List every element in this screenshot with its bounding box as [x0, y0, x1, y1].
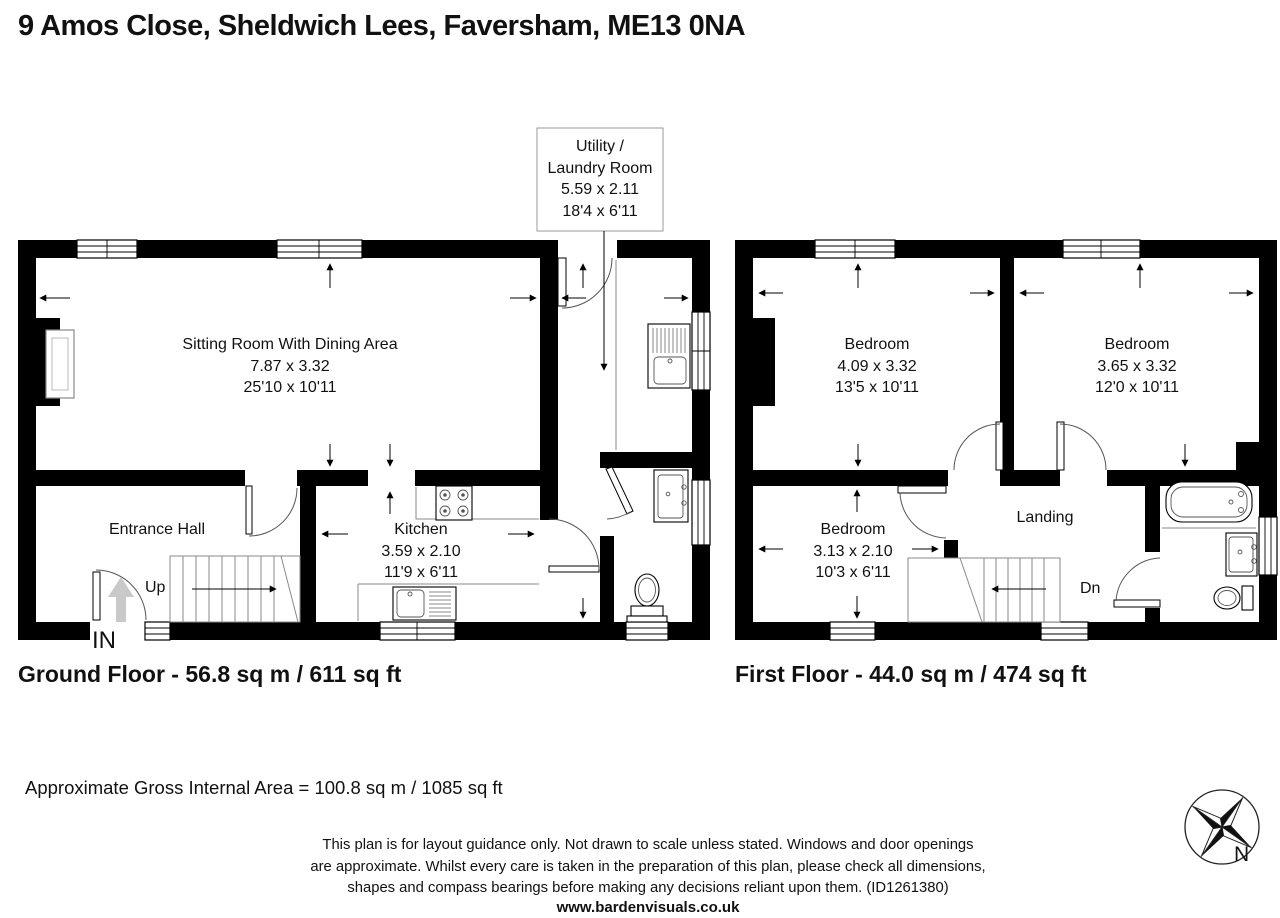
room-size-metric: 3.65 x 3.32 — [1097, 357, 1177, 375]
bath-symbol — [1162, 482, 1256, 528]
room-size-metric: 3.13 x 2.10 — [813, 542, 893, 560]
room-size-imperial: 12'0 x 10'11 — [1094, 379, 1180, 396]
fireplace-symbol — [46, 330, 74, 398]
disclaimer-line: This plan is for layout guidance only. Not drawn to scale unless stated. Windows and door openings — [322, 837, 974, 853]
gross-internal-area: Approximate Gross Internal Area = 100.8 sq m / 1085 sq ft — [25, 777, 503, 798]
room-name: Entrance Hall — [108, 521, 206, 538]
room-size-metric: 4.09 x 3.32 — [837, 357, 917, 375]
disclaimer-line: are approximate. Whilst every care is taken in the preparation of this plan, please check all dimensions, — [310, 858, 986, 875]
wc-toilet-symbol — [627, 574, 667, 622]
room-name: Bedroom — [1104, 336, 1170, 353]
bedroom-2-label — [1095, 334, 1179, 399]
stairs-up-label: Up — [145, 579, 166, 596]
kitchen-label — [381, 519, 460, 584]
room-name: Kitchen — [394, 521, 448, 538]
room-size-imperial: 18'4 x 6'11 — [562, 202, 638, 220]
page-title: 9 Amos Close, Sheldwich Lees, Faversham, ME13 0NA — [18, 10, 746, 42]
room-size-metric: 7.87 x 3.32 — [250, 357, 330, 375]
room-name: Bedroom — [820, 521, 886, 538]
room-name: Utility / — [575, 138, 624, 155]
room-name: Sitting Room With Dining Area — [182, 336, 398, 353]
stairs-down-label: Dn — [1080, 580, 1101, 597]
disclaimer-line: shapes and compass bearings before making any decisions reliant upon them. (ID1261380) — [347, 880, 949, 897]
website-link: www.bardenvisuals.co.uk — [556, 899, 740, 916]
bathroom-toilet-symbol — [1214, 586, 1253, 610]
room-size-imperial: 13'5 x 10'11 — [834, 379, 920, 396]
compass-north-label: N — [1234, 843, 1250, 866]
ground-dimension-arrows — [40, 264, 688, 618]
room-size-imperial: 25'10 x 10'11 — [243, 379, 337, 396]
room-name: Landing — [1016, 509, 1074, 526]
landing-label — [1017, 507, 1074, 529]
staircase-up — [170, 556, 300, 622]
utility-room-label — [548, 136, 653, 222]
ground-floor-caption: Ground Floor - 56.8 sq m / 611 sq ft — [18, 661, 402, 687]
bedroom-3-label — [813, 519, 892, 584]
entrance-in-label: IN — [92, 627, 116, 654]
utility-sink-symbol — [648, 324, 690, 388]
wc-basin-symbol — [654, 470, 688, 522]
hob-symbol — [436, 486, 472, 520]
sitting-room-label — [182, 334, 397, 399]
room-name: Bedroom — [844, 336, 910, 353]
staircase-down — [908, 558, 1060, 622]
room-size-metric: 5.59 x 2.11 — [561, 181, 639, 198]
disclaimer-text — [310, 835, 985, 900]
bedroom-1-label — [835, 334, 919, 399]
bathroom-basin-symbol — [1226, 533, 1257, 576]
kitchen-sink-symbol — [393, 587, 456, 620]
room-size-imperial: 11'9 x 6'11 — [383, 564, 459, 581]
entrance-hall-label — [109, 519, 205, 541]
room-name: Laundry Room — [547, 159, 653, 177]
first-floor-caption: First Floor - 44.0 sq m / 474 sq ft — [735, 661, 1087, 687]
room-size-metric: 3.59 x 2.10 — [381, 542, 461, 560]
room-size-imperial: 10'3 x 6'11 — [815, 564, 891, 581]
